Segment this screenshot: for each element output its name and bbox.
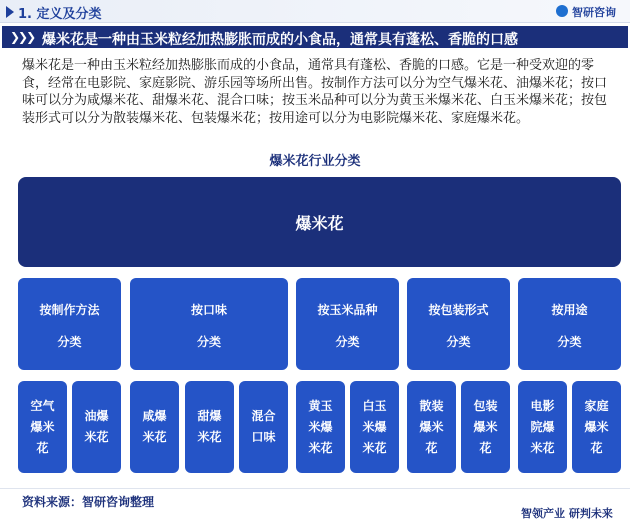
leaf-node [72,381,121,473]
title-banner [2,26,628,48]
logo-text: 智研咨询 [572,6,616,19]
leaf-node [407,381,456,473]
leaf-label: 散装爆米花 [419,398,444,455]
section-header [0,0,630,23]
double-arrow-icon: ❯❯❯ [10,30,35,44]
category-label: 按用途 [551,303,588,317]
definition-paragraph: 爆米花是一种由玉米粒经加热膨胀而成的小食品，通常具有蓬松、香脆的口感。它是一种受欢迎的零食，经常在电影院、家庭影院、游乐园等场所出售。按制作方法可以分为空气爆米花、油爆米花；按口味可以分为咸爆米花、甜爆米花、混合口味；按玉米品种可以分为黄玉米爆米花、白玉米爆米花；按包装形式可以分为散装爆米花、包装爆米花；按用途可以分为电影院爆米花、家庭爆米花。 [22,58,608,126]
leaf-label: 黄玉米爆米花 [308,398,333,455]
category-node-use [518,278,621,370]
category-node-variety [296,278,399,370]
leaf-label: 白玉米爆米花 [362,398,387,455]
leaf-node [185,381,234,473]
leaf-label: 包装爆米花 [473,398,498,455]
triangle-icon [6,6,14,18]
category-label: 按包装形式 [428,303,489,317]
category-suffix: 分类 [196,335,221,349]
leaf-label: 电影院爆米花 [530,398,555,455]
footer-divider [0,488,630,489]
leaf-node [296,381,345,473]
category-label: 按制作方法 [39,303,100,317]
leaf-node [239,381,288,473]
leaf-node [18,381,67,473]
leaf-node [461,381,510,473]
leaf-label: 油爆米花 [84,409,109,444]
leaf-node [350,381,399,473]
logo-icon [556,5,568,17]
category-node-flavor [130,278,288,370]
diagram-title: 爆米花行业分类 [269,154,361,169]
category-label: 按玉米品种 [317,303,378,317]
leaf-label: 空气爆米花 [30,398,55,455]
banner-title: 爆米花是一种由玉米粒经加热膨胀而成的小食品，通常具有蓬松、香脆的口感 [42,32,518,48]
category-suffix: 分类 [557,335,582,349]
category-node-method [18,278,121,370]
category-suffix: 分类 [446,335,471,349]
source-note: 资料来源：智研咨询整理 [22,495,155,509]
leaf-label: 家庭爆米花 [584,398,609,455]
leaf-label: 混合口味 [251,409,276,444]
category-node-packaging [407,278,510,370]
leaf-node [518,381,567,473]
leaf-label: 甜爆米花 [197,409,222,444]
leaf-node [130,381,179,473]
category-label: 按口味 [190,303,227,317]
section-title: 1. 定义及分类 [18,7,102,22]
slogan: 智领产业 研判未来 [521,507,613,520]
leaf-label: 咸爆米花 [142,409,167,444]
root-node: 爆米花 [18,177,621,267]
category-suffix: 分类 [335,335,360,349]
leaf-node [572,381,621,473]
category-suffix: 分类 [57,335,82,349]
